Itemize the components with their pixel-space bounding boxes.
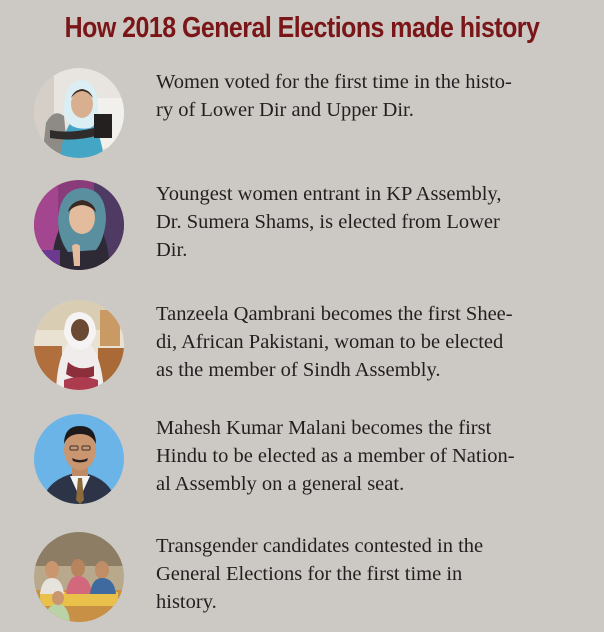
text-line: Dr. Sumera Shams, is elected from Lower [156,211,500,233]
history-item [34,180,594,280]
history-item [34,68,594,168]
text-line: Tanzeela Qambrani becomes the first Shee- [156,303,513,325]
item-text [156,300,596,384]
text-line: al Assembly on a general seat. [156,473,405,495]
page-title: How 2018 General Elections made history [64,12,540,44]
man-portrait-photo [34,414,124,504]
history-item [34,414,594,514]
item-text [156,532,596,616]
item-text [156,414,596,498]
text-line: Mahesh Kumar Malani becomes the first [156,417,492,439]
history-item [34,532,594,632]
text-line: Transgender candidates contested in the [156,535,484,557]
text-line: ry of Lower Dir and Upper Dir. [156,99,414,121]
text-line: Dir. [156,239,188,261]
text-line: Women voted for the first time in the histo- [156,71,512,93]
woman-seated-photo [34,300,124,390]
text-line: Hindu to be elected as a member of Nation- [156,445,515,467]
item-text [156,68,596,124]
woman-portrait-photo [34,180,124,270]
text-line: history. [156,591,217,613]
text-line: Youngest women entrant in KP Assembly, [156,183,502,205]
woman-voter-photo [34,68,124,158]
group-photo [34,532,124,622]
item-text [156,180,596,264]
history-item [34,300,594,400]
text-line: General Elections for the first time in [156,563,463,585]
text-line: di, African Pakistani, woman to be elected [156,331,504,353]
text-line: as the member of Sindh Assembly. [156,359,441,381]
